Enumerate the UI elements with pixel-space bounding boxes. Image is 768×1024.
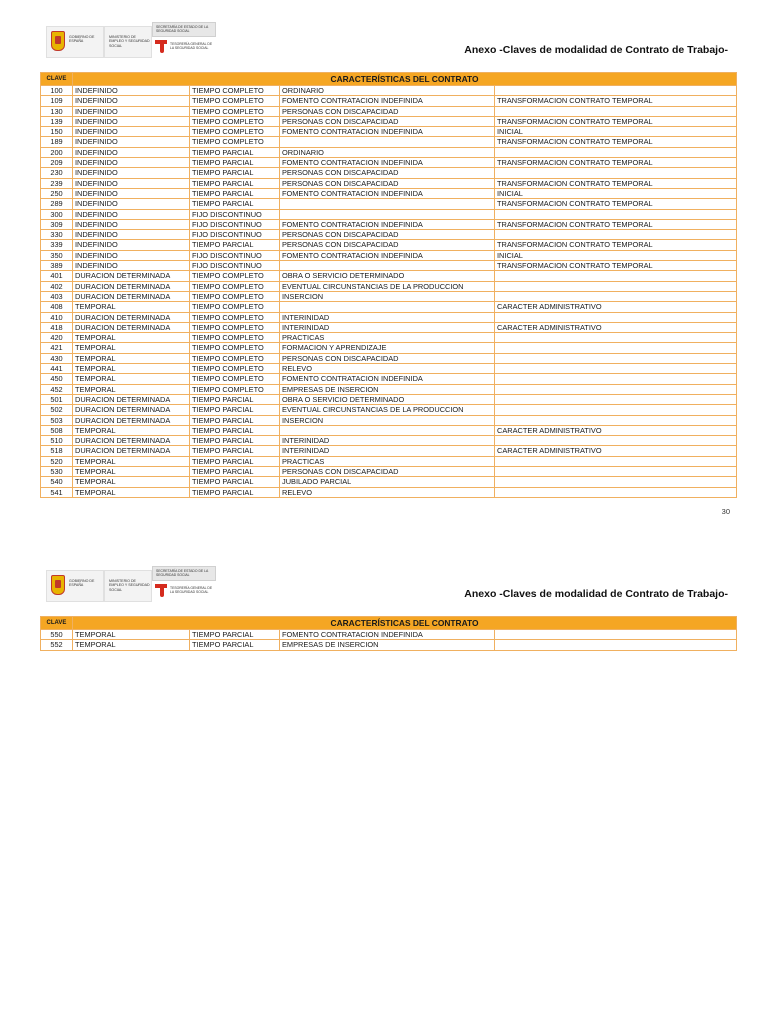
- cell-observaciones: TRANSFORMACION CONTRATO TEMPORAL: [495, 137, 737, 147]
- cell-tipo-contrato: DURACION DETERMINADA: [73, 405, 190, 415]
- cell-modalidad: RELEVO: [280, 364, 495, 374]
- cell-observaciones: [495, 477, 737, 487]
- cell-tipo-contrato: INDEFINIDO: [73, 116, 190, 126]
- cell-tipo-contrato: TEMPORAL: [73, 302, 190, 312]
- column-header-clave: CLAVE: [41, 73, 73, 86]
- table-row: [41, 312, 737, 322]
- cell-jornada: TIEMPO COMPLETO: [190, 312, 280, 322]
- table-row: [41, 477, 737, 487]
- cell-modalidad: EVENTUAL CIRCUNSTANCIAS DE LA PRODUCCION: [280, 281, 495, 291]
- cell-jornada: TIEMPO COMPLETO: [190, 374, 280, 384]
- cell-clave: 230: [41, 168, 73, 178]
- cell-observaciones: [495, 630, 737, 640]
- cell-tipo-contrato: TEMPORAL: [73, 477, 190, 487]
- cell-observaciones: TRANSFORMACION CONTRATO TEMPORAL: [495, 261, 737, 271]
- column-header-caracteristicas: CARACTERÍSTICAS DEL CONTRATO: [73, 73, 737, 86]
- cell-tipo-contrato: INDEFINIDO: [73, 261, 190, 271]
- table-row: [41, 394, 737, 404]
- secretaria-logo: [152, 22, 216, 60]
- contract-keys-table: [40, 72, 737, 498]
- cell-jornada: TIEMPO COMPLETO: [190, 353, 280, 363]
- cell-modalidad: FOMENTO CONTRATACION INDEFINIDA: [280, 374, 495, 384]
- cell-observaciones: [495, 394, 737, 404]
- table-row: [41, 86, 737, 96]
- table-row: [41, 137, 737, 147]
- cell-jornada: FIJO DISCONTINUO: [190, 230, 280, 240]
- cell-jornada: FIJO DISCONTINUO: [190, 209, 280, 219]
- cell-modalidad: INTERINIDAD: [280, 312, 495, 322]
- cell-modalidad: PERSONAS CON DISCAPACIDAD: [280, 240, 495, 250]
- table-row: [41, 147, 737, 157]
- cell-modalidad: OBRA O SERVICIO DETERMINADO: [280, 394, 495, 404]
- cell-modalidad: FOMENTO CONTRATACION INDEFINIDA: [280, 96, 495, 106]
- cell-jornada: TIEMPO COMPLETO: [190, 271, 280, 281]
- table-row: [41, 446, 737, 456]
- cell-modalidad: INSERCION: [280, 415, 495, 425]
- table-row: [41, 96, 737, 106]
- cell-clave: 300: [41, 209, 73, 219]
- cell-clave: 418: [41, 322, 73, 332]
- table-row: [41, 168, 737, 178]
- cell-clave: 501: [41, 394, 73, 404]
- table-row: [41, 322, 737, 332]
- cell-tipo-contrato: INDEFINIDO: [73, 147, 190, 157]
- table-row: [41, 271, 737, 281]
- cell-jornada: TIEMPO COMPLETO: [190, 116, 280, 126]
- cell-modalidad: [280, 137, 495, 147]
- cell-tipo-contrato: INDEFINIDO: [73, 188, 190, 198]
- cell-jornada: TIEMPO COMPLETO: [190, 106, 280, 116]
- table-body: [41, 86, 737, 498]
- cell-modalidad: PRACTICAS: [280, 333, 495, 343]
- cell-jornada: TIEMPO PARCIAL: [190, 158, 280, 168]
- cell-clave: 420: [41, 333, 73, 343]
- cell-tipo-contrato: TEMPORAL: [73, 374, 190, 384]
- column-header-clave: CLAVE: [41, 617, 73, 630]
- cell-clave: 239: [41, 178, 73, 188]
- cell-modalidad: PERSONAS CON DISCAPACIDAD: [280, 466, 495, 476]
- cell-tipo-contrato: DURACION DETERMINADA: [73, 271, 190, 281]
- cell-observaciones: INICIAL: [495, 250, 737, 260]
- cell-tipo-contrato: INDEFINIDO: [73, 96, 190, 106]
- cell-clave: 530: [41, 466, 73, 476]
- coat-of-arms-icon: [51, 575, 65, 595]
- table-row: [41, 436, 737, 446]
- cell-jornada: TIEMPO COMPLETO: [190, 281, 280, 291]
- table-row: [41, 456, 737, 466]
- document-title: Anexo -Claves de modalidad de Contrato de Trabajo-: [464, 44, 728, 56]
- cell-clave: 430: [41, 353, 73, 363]
- cell-modalidad: INTERINIDAD: [280, 446, 495, 456]
- table-row: [41, 343, 737, 353]
- cell-jornada: TIEMPO COMPLETO: [190, 322, 280, 332]
- cell-observaciones: INICIAL: [495, 188, 737, 198]
- table-row: [41, 219, 737, 229]
- cell-observaciones: TRANSFORMACION CONTRATO TEMPORAL: [495, 96, 737, 106]
- cell-modalidad: [280, 425, 495, 435]
- government-logo: [46, 566, 216, 604]
- cell-tipo-contrato: TEMPORAL: [73, 353, 190, 363]
- cell-tipo-contrato: DURACION DETERMINADA: [73, 415, 190, 425]
- cell-modalidad: FOMENTO CONTRATACION INDEFINIDA: [280, 630, 495, 640]
- cell-tipo-contrato: DURACION DETERMINADA: [73, 446, 190, 456]
- cell-modalidad: EMPRESAS DE INSERCION: [280, 384, 495, 394]
- cell-modalidad: FOMENTO CONTRATACION INDEFINIDA: [280, 127, 495, 137]
- table-row: [41, 281, 737, 291]
- table-body: [41, 630, 737, 651]
- cell-tipo-contrato: INDEFINIDO: [73, 209, 190, 219]
- cell-tipo-contrato: TEMPORAL: [73, 466, 190, 476]
- cell-tipo-contrato: TEMPORAL: [73, 640, 190, 650]
- cell-jornada: TIEMPO PARCIAL: [190, 425, 280, 435]
- cell-jornada: TIEMPO PARCIAL: [190, 415, 280, 425]
- table-row: [41, 405, 737, 415]
- cell-clave: 289: [41, 199, 73, 209]
- cell-tipo-contrato: TEMPORAL: [73, 425, 190, 435]
- tgss-label: TESORERÍA GENERAL DE LA SEGURIDAD SOCIAL: [170, 586, 213, 595]
- table-row: [41, 116, 737, 126]
- table-row: [41, 127, 737, 137]
- cell-clave: 550: [41, 630, 73, 640]
- cell-tipo-contrato: DURACION DETERMINADA: [73, 291, 190, 301]
- table-row: [41, 425, 737, 435]
- cell-observaciones: [495, 343, 737, 353]
- cell-observaciones: [495, 415, 737, 425]
- cell-modalidad: FOMENTO CONTRATACION INDEFINIDA: [280, 219, 495, 229]
- cell-modalidad: FOMENTO CONTRATACION INDEFINIDA: [280, 250, 495, 260]
- cell-observaciones: [495, 374, 737, 384]
- cell-clave: 441: [41, 364, 73, 374]
- cell-modalidad: [280, 199, 495, 209]
- coat-of-arms-icon: [51, 31, 65, 51]
- cell-jornada: TIEMPO PARCIAL: [190, 405, 280, 415]
- cell-jornada: TIEMPO PARCIAL: [190, 456, 280, 466]
- cell-clave: 389: [41, 261, 73, 271]
- cell-observaciones: [495, 271, 737, 281]
- table-row: [41, 374, 737, 384]
- cell-tipo-contrato: INDEFINIDO: [73, 240, 190, 250]
- cell-modalidad: INSERCION: [280, 291, 495, 301]
- cell-clave: 508: [41, 425, 73, 435]
- cell-modalidad: PERSONAS CON DISCAPACIDAD: [280, 168, 495, 178]
- cell-observaciones: CARACTER ADMINISTRATIVO: [495, 322, 737, 332]
- cell-jornada: TIEMPO COMPLETO: [190, 291, 280, 301]
- cell-modalidad: FOMENTO CONTRATACION INDEFINIDA: [280, 188, 495, 198]
- cell-modalidad: [280, 261, 495, 271]
- cell-clave: 339: [41, 240, 73, 250]
- cell-tipo-contrato: INDEFINIDO: [73, 137, 190, 147]
- cell-clave: 410: [41, 312, 73, 322]
- cell-clave: 421: [41, 343, 73, 353]
- cell-clave: 518: [41, 446, 73, 456]
- cell-jornada: TIEMPO PARCIAL: [190, 477, 280, 487]
- contract-keys-table: [40, 616, 737, 651]
- cell-tipo-contrato: DURACION DETERMINADA: [73, 436, 190, 446]
- cell-jornada: FIJO DISCONTINUO: [190, 250, 280, 260]
- table-row: [41, 630, 737, 640]
- cell-observaciones: [495, 168, 737, 178]
- cell-tipo-contrato: DURACION DETERMINADA: [73, 281, 190, 291]
- cell-modalidad: FORMACION Y APRENDIZAJE: [280, 343, 495, 353]
- column-header-caracteristicas: CARACTERÍSTICAS DEL CONTRATO: [73, 617, 737, 630]
- cell-clave: 150: [41, 127, 73, 137]
- cell-observaciones: [495, 353, 737, 363]
- table-row: [41, 333, 737, 343]
- table-row: [41, 384, 737, 394]
- table-row: [41, 178, 737, 188]
- cell-modalidad: PRACTICAS: [280, 456, 495, 466]
- cell-modalidad: ORDINARIO: [280, 147, 495, 157]
- table-row: [41, 466, 737, 476]
- cell-jornada: TIEMPO PARCIAL: [190, 640, 280, 650]
- cell-observaciones: [495, 106, 737, 116]
- cell-observaciones: [495, 312, 737, 322]
- cell-modalidad: [280, 209, 495, 219]
- gobierno-espana-logo: [46, 26, 104, 58]
- table-row: [41, 261, 737, 271]
- cell-jornada: TIEMPO COMPLETO: [190, 96, 280, 106]
- cell-clave: 540: [41, 477, 73, 487]
- cell-tipo-contrato: INDEFINIDO: [73, 230, 190, 240]
- cell-tipo-contrato: INDEFINIDO: [73, 178, 190, 188]
- table-row: [41, 106, 737, 116]
- cell-observaciones: [495, 230, 737, 240]
- secretaria-logo: [152, 566, 216, 604]
- cell-clave: 189: [41, 137, 73, 147]
- document-title: Anexo -Claves de modalidad de Contrato de Trabajo-: [464, 588, 728, 600]
- cell-jornada: TIEMPO PARCIAL: [190, 240, 280, 250]
- ministerio-logo: [104, 570, 152, 602]
- cell-modalidad: INTERINIDAD: [280, 436, 495, 446]
- cell-observaciones: [495, 333, 737, 343]
- cell-clave: 450: [41, 374, 73, 384]
- table-row: [41, 487, 737, 497]
- cell-clave: 209: [41, 158, 73, 168]
- cell-tipo-contrato: INDEFINIDO: [73, 219, 190, 229]
- tgss-icon: [155, 40, 167, 54]
- cell-clave: 408: [41, 302, 73, 312]
- cell-jornada: TIEMPO PARCIAL: [190, 199, 280, 209]
- cell-tipo-contrato: INDEFINIDO: [73, 127, 190, 137]
- cell-observaciones: TRANSFORMACION CONTRATO TEMPORAL: [495, 158, 737, 168]
- cell-observaciones: TRANSFORMACION CONTRATO TEMPORAL: [495, 219, 737, 229]
- cell-jornada: TIEMPO COMPLETO: [190, 343, 280, 353]
- cell-clave: 401: [41, 271, 73, 281]
- cell-tipo-contrato: TEMPORAL: [73, 456, 190, 466]
- cell-tipo-contrato: INDEFINIDO: [73, 199, 190, 209]
- secretaria-band: [152, 22, 216, 37]
- cell-clave: 403: [41, 291, 73, 301]
- table-row: [41, 353, 737, 363]
- cell-jornada: TIEMPO COMPLETO: [190, 364, 280, 374]
- cell-jornada: TIEMPO PARCIAL: [190, 168, 280, 178]
- cell-jornada: TIEMPO PARCIAL: [190, 188, 280, 198]
- cell-modalidad: PERSONAS CON DISCAPACIDAD: [280, 116, 495, 126]
- cell-clave: 510: [41, 436, 73, 446]
- cell-clave: 309: [41, 219, 73, 229]
- table-row: [41, 209, 737, 219]
- cell-observaciones: [495, 456, 737, 466]
- cell-observaciones: [495, 384, 737, 394]
- cell-tipo-contrato: DURACION DETERMINADA: [73, 394, 190, 404]
- table-row: [41, 230, 737, 240]
- table-header-row: [41, 617, 737, 630]
- cell-modalidad: PERSONAS CON DISCAPACIDAD: [280, 353, 495, 363]
- secretaria-label: SECRETARÍA DE ESTADO DE LA SEGURIDAD SOCIAL: [156, 25, 209, 34]
- table-row: [41, 199, 737, 209]
- cell-observaciones: INICIAL: [495, 127, 737, 137]
- gobierno-espana-logo: [46, 570, 104, 602]
- government-logo: [46, 22, 216, 60]
- cell-tipo-contrato: DURACION DETERMINADA: [73, 312, 190, 322]
- cell-tipo-contrato: INDEFINIDO: [73, 106, 190, 116]
- cell-jornada: TIEMPO COMPLETO: [190, 127, 280, 137]
- cell-tipo-contrato: TEMPORAL: [73, 343, 190, 353]
- cell-modalidad: JUBILADO PARCIAL: [280, 477, 495, 487]
- cell-modalidad: EVENTUAL CIRCUNSTANCIAS DE LA PRODUCCION: [280, 405, 495, 415]
- cell-modalidad: EMPRESAS DE INSERCION: [280, 640, 495, 650]
- cell-observaciones: TRANSFORMACION CONTRATO TEMPORAL: [495, 116, 737, 126]
- cell-observaciones: [495, 281, 737, 291]
- cell-tipo-contrato: INDEFINIDO: [73, 168, 190, 178]
- table-row: [41, 302, 737, 312]
- cell-observaciones: [495, 466, 737, 476]
- cell-observaciones: [495, 291, 737, 301]
- table-row: [41, 415, 737, 425]
- cell-jornada: TIEMPO COMPLETO: [190, 86, 280, 96]
- cell-clave: 350: [41, 250, 73, 260]
- cell-modalidad: FOMENTO CONTRATACION INDEFINIDA: [280, 158, 495, 168]
- cell-jornada: TIEMPO PARCIAL: [190, 436, 280, 446]
- cell-modalidad: ORDINARIO: [280, 86, 495, 96]
- cell-jornada: TIEMPO PARCIAL: [190, 446, 280, 456]
- cell-jornada: TIEMPO COMPLETO: [190, 302, 280, 312]
- cell-observaciones: [495, 364, 737, 374]
- cell-clave: 109: [41, 96, 73, 106]
- page-number: 30: [721, 507, 730, 516]
- cell-tipo-contrato: INDEFINIDO: [73, 250, 190, 260]
- tgss-label: TESORERÍA GENERAL DE LA SEGURIDAD SOCIAL: [170, 42, 213, 51]
- ministerio-label: MINISTERIO DE EMPLEO Y SEGURIDAD SOCIAL: [109, 579, 150, 592]
- cell-jornada: TIEMPO PARCIAL: [190, 630, 280, 640]
- table-row: [41, 364, 737, 374]
- table-row: [41, 640, 737, 650]
- cell-jornada: TIEMPO PARCIAL: [190, 178, 280, 188]
- table-row: [41, 158, 737, 168]
- cell-jornada: TIEMPO PARCIAL: [190, 487, 280, 497]
- table-header-row: [41, 73, 737, 86]
- gobierno-label: GOBIERNO DE ESPAÑA: [69, 579, 95, 588]
- cell-jornada: TIEMPO COMPLETO: [190, 137, 280, 147]
- cell-observaciones: [495, 640, 737, 650]
- cell-clave: 520: [41, 456, 73, 466]
- cell-clave: 552: [41, 640, 73, 650]
- cell-clave: 452: [41, 384, 73, 394]
- cell-clave: 541: [41, 487, 73, 497]
- cell-tipo-contrato: INDEFINIDO: [73, 86, 190, 96]
- ministerio-logo: [104, 26, 152, 58]
- cell-modalidad: RELEVO: [280, 487, 495, 497]
- secretaria-band: [152, 566, 216, 581]
- cell-clave: 139: [41, 116, 73, 126]
- cell-modalidad: INTERINIDAD: [280, 322, 495, 332]
- cell-tipo-contrato: TEMPORAL: [73, 384, 190, 394]
- cell-observaciones: [495, 487, 737, 497]
- cell-clave: 250: [41, 188, 73, 198]
- tgss-icon: [155, 584, 167, 598]
- cell-jornada: TIEMPO PARCIAL: [190, 147, 280, 157]
- cell-observaciones: [495, 147, 737, 157]
- cell-jornada: TIEMPO COMPLETO: [190, 384, 280, 394]
- table-row: [41, 250, 737, 260]
- table-row: [41, 188, 737, 198]
- cell-clave: 200: [41, 147, 73, 157]
- cell-jornada: TIEMPO PARCIAL: [190, 466, 280, 476]
- cell-observaciones: [495, 209, 737, 219]
- table-row: [41, 291, 737, 301]
- cell-modalidad: [280, 302, 495, 312]
- cell-clave: 130: [41, 106, 73, 116]
- secretaria-label: SECRETARÍA DE ESTADO DE LA SEGURIDAD SOCIAL: [156, 569, 209, 578]
- cell-observaciones: CARACTER ADMINISTRATIVO: [495, 425, 737, 435]
- cell-tipo-contrato: TEMPORAL: [73, 487, 190, 497]
- cell-clave: 330: [41, 230, 73, 240]
- cell-observaciones: TRANSFORMACION CONTRATO TEMPORAL: [495, 240, 737, 250]
- cell-jornada: TIEMPO PARCIAL: [190, 394, 280, 404]
- table-row: [41, 240, 737, 250]
- cell-tipo-contrato: TEMPORAL: [73, 333, 190, 343]
- cell-observaciones: CARACTER ADMINISTRATIVO: [495, 446, 737, 456]
- cell-observaciones: [495, 436, 737, 446]
- cell-tipo-contrato: DURACION DETERMINADA: [73, 322, 190, 332]
- cell-clave: 502: [41, 405, 73, 415]
- cell-jornada: TIEMPO COMPLETO: [190, 333, 280, 343]
- cell-observaciones: CARACTER ADMINISTRATIVO: [495, 302, 737, 312]
- cell-clave: 503: [41, 415, 73, 425]
- ministerio-label: MINISTERIO DE EMPLEO Y SEGURIDAD SOCIAL: [109, 35, 150, 48]
- cell-modalidad: PERSONAS CON DISCAPACIDAD: [280, 178, 495, 188]
- cell-tipo-contrato: INDEFINIDO: [73, 158, 190, 168]
- cell-observaciones: TRANSFORMACION CONTRATO TEMPORAL: [495, 199, 737, 209]
- gobierno-label: GOBIERNO DE ESPAÑA: [69, 35, 95, 44]
- cell-modalidad: PERSONAS CON DISCAPACIDAD: [280, 106, 495, 116]
- cell-clave: 402: [41, 281, 73, 291]
- cell-tipo-contrato: TEMPORAL: [73, 630, 190, 640]
- cell-observaciones: TRANSFORMACION CONTRATO TEMPORAL: [495, 178, 737, 188]
- cell-modalidad: PERSONAS CON DISCAPACIDAD: [280, 230, 495, 240]
- cell-tipo-contrato: TEMPORAL: [73, 364, 190, 374]
- cell-observaciones: [495, 405, 737, 415]
- cell-jornada: FIJO DISCONTINUO: [190, 219, 280, 229]
- cell-clave: 100: [41, 86, 73, 96]
- cell-observaciones: [495, 86, 737, 96]
- cell-modalidad: OBRA O SERVICIO DETERMINADO: [280, 271, 495, 281]
- cell-jornada: FIJO DISCONTINUO: [190, 261, 280, 271]
